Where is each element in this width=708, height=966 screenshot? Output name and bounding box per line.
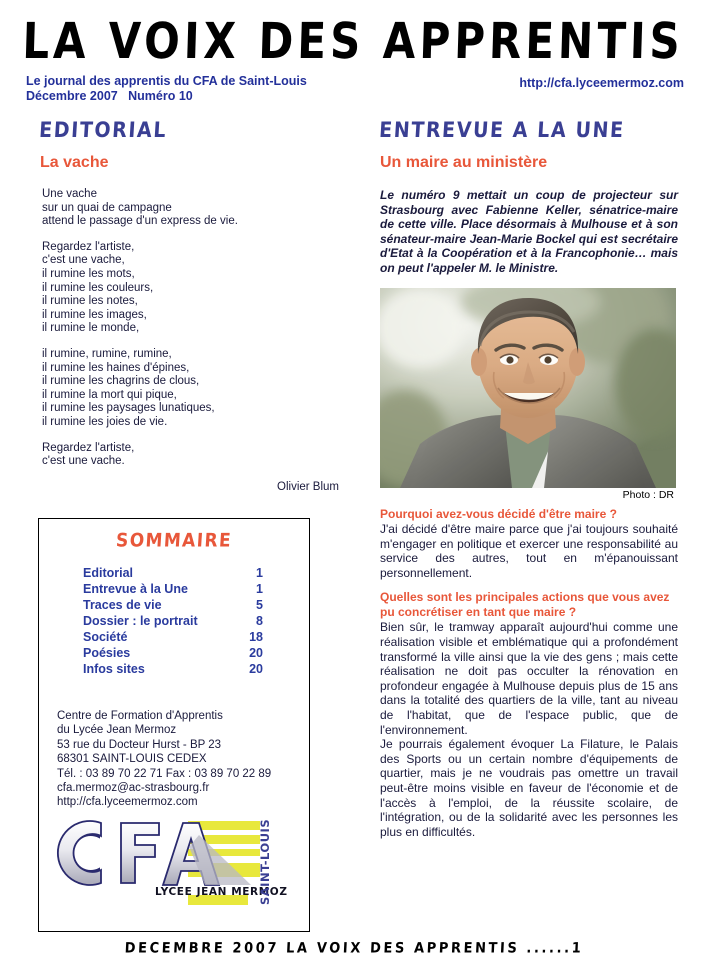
address-line: Tél. : 03 89 70 22 71 Fax : 03 89 70 22 89 <box>57 767 272 780</box>
question-2: Quelles sont les principales actions que vous avez pu concrétiser en tant que maire ? <box>380 590 670 619</box>
editorial-poem <box>42 188 343 469</box>
photo-credit: Photo : DR <box>622 488 674 501</box>
sommaire-entry[interactable] <box>83 613 263 629</box>
cfa-logo <box>55 813 295 917</box>
left-column <box>38 118 343 493</box>
answer-2-part1: Bien sûr, le tramway apparaît aujourd'hui comme une réalisation visible et emblématique qui a profondément transformé la ville ainsi que la vie des gens ; mais cette réalisation ne doit pas occulter la rénovation en profondeur engagée à Mulhouse depuis plus de 15 ans dans la totalité des quartiers de la ville, tant au niveau de l'habitat, que de l'espace public, que de l'environnement. <box>380 620 678 737</box>
address-line: Centre de Formation d'Apprentis <box>57 710 223 722</box>
sommaire-entry-label: Poésies <box>83 646 131 660</box>
page-footer: DECEMBRE 2007 LA VOIX DES APPRENTIS ......1 <box>124 940 584 957</box>
sommaire-entry[interactable] <box>83 597 263 613</box>
sommaire-entry-label: Infos sites <box>83 662 145 676</box>
poem-line: Regardez l'artiste, <box>42 441 135 454</box>
sommaire-entry[interactable] <box>83 565 263 581</box>
poem-line: Regardez l'artiste, <box>42 240 135 253</box>
answer-1: J'ai décidé d'être maire parce que j'ai toujours souhaité m'engager en politique et exercer une responsabilité au service des autres, tout en m'épanouissant personnellement. <box>380 522 678 580</box>
editorial-author: Olivier Blum <box>277 480 339 493</box>
masthead-website-link[interactable]: http://cfa.lyceemermoz.com <box>519 76 684 90</box>
sommaire-entry-label: Traces de vie <box>83 598 162 612</box>
entrevue-section-title: ENTREVUE A LA UNE <box>378 118 626 143</box>
sommaire-entry[interactable] <box>83 581 263 597</box>
contact-address <box>57 709 309 810</box>
sommaire-entry-page: 1 <box>256 582 263 596</box>
sommaire-entry[interactable] <box>83 629 263 645</box>
sommaire-entry-page: 1 <box>256 566 263 580</box>
sommaire-entry[interactable] <box>83 661 263 677</box>
sommaire-entry-page: 5 <box>256 598 263 612</box>
address-line: cfa.mermoz@ac-strasbourg.fr <box>57 782 210 795</box>
sommaire-box <box>38 518 310 932</box>
cfa-logo-sidetext: SAINT-LOUIS <box>258 818 272 905</box>
sommaire-entry-page: 18 <box>249 630 263 644</box>
poem-stanza <box>42 241 343 336</box>
poem-line: il rumine les couleurs, <box>42 281 154 294</box>
entrevue-intro: Le numéro 9 mettait un coup de projecteur sur Strasbourg avec Fabienne Keller, sénatrice-maire de cette ville. Place désormais à Mulhouse et à son sénateur-maire Jean-Marie Bockel qui est secrétaire d'Etat à la Coopération et à la Francophonie… mais on peut l'appeler M. le Ministre. <box>380 188 678 275</box>
address-line: 53 rue du Docteur Hurst - BP 23 <box>57 738 222 751</box>
poem-line: attend le passage d'un express de vie. <box>42 215 238 228</box>
sommaire-entry-label: Entrevue à la Une <box>83 582 188 596</box>
poem-stanza <box>42 348 343 430</box>
sommaire-entry-page: 20 <box>249 646 263 660</box>
poem-stanza <box>42 442 343 469</box>
poem-line: il rumine le monde, <box>42 322 140 335</box>
masthead <box>0 0 708 112</box>
interview-portrait-photo <box>380 288 676 488</box>
sommaire-title: SOMMAIRE <box>115 530 233 552</box>
poem-stanza <box>42 188 343 229</box>
editorial-section-title: EDITORIAL <box>38 118 168 143</box>
address-line: http://cfa.lyceemermoz.com <box>57 796 198 809</box>
entrevue-subheading: Un maire au ministère <box>380 154 548 171</box>
poem-line: il rumine les images, <box>42 308 147 321</box>
cfa-logo-graphic <box>55 813 295 917</box>
poem-line: il rumine les haines d'épines, <box>42 361 190 374</box>
masthead-subtitle-line1: Le journal des apprentis du CFA de Saint-Louis <box>26 74 307 88</box>
portrait-illustration <box>380 288 676 488</box>
address-line: 68301 SAINT-LOUIS CEDEX <box>57 753 207 766</box>
right-column <box>378 118 678 849</box>
poem-line: il rumine les paysages lunatiques, <box>42 402 215 415</box>
poem-line: Une vache <box>42 188 97 200</box>
poem-line: il rumine les joies de vie. <box>42 415 168 428</box>
question-1: Pourquoi avez-vous décidé d'être maire ? <box>380 506 617 521</box>
masthead-subtitle-line2: Décembre 2007 Numéro 10 <box>26 89 193 103</box>
cfa-logo-subtext: LYCEE JEAN MERMOZ <box>155 886 288 898</box>
poem-line: il rumine les chagrins de clous, <box>42 375 200 388</box>
sommaire-entry-label: Société <box>83 630 128 644</box>
poem-line: sur un quai de campagne <box>42 201 172 214</box>
poem-line: c'est une vache. <box>42 455 125 468</box>
poem-line: c'est une vache, <box>42 254 125 267</box>
poem-line: il rumine la mort qui pique, <box>42 388 177 401</box>
address-line: du Lycée Jean Mermoz <box>57 724 177 737</box>
poem-line: il rumine les notes, <box>42 295 138 308</box>
sommaire-entry-page: 8 <box>256 614 263 628</box>
poem-line: il rumine, rumine, rumine, <box>42 347 172 360</box>
sommaire-entry-label: Dossier : le portrait <box>83 614 198 628</box>
answer-2-part2: Je pourrais également évoquer La Filature, le Palais des Sports ou un certain nombre d'équipements de quartier, mais je ne voudrais pas omettre un travail peut-être moins visible en faveur de l'économie et de l'accès à l'emploi, de la réussite scolaire, de l'intégration, ou de la solidarité avec les personnes les plus en difficultés. <box>380 737 678 839</box>
sommaire-list <box>83 565 263 677</box>
poem-line: il rumine les mots, <box>42 267 135 280</box>
sommaire-entry[interactable] <box>83 645 263 661</box>
editorial-subheading: La vache <box>40 154 109 171</box>
masthead-subtitle <box>26 74 307 104</box>
sommaire-entry-label: Editorial <box>83 566 134 580</box>
sommaire-entry-page: 20 <box>249 662 263 676</box>
page-title: LA VOIX DES APPRENTIS <box>21 12 685 70</box>
